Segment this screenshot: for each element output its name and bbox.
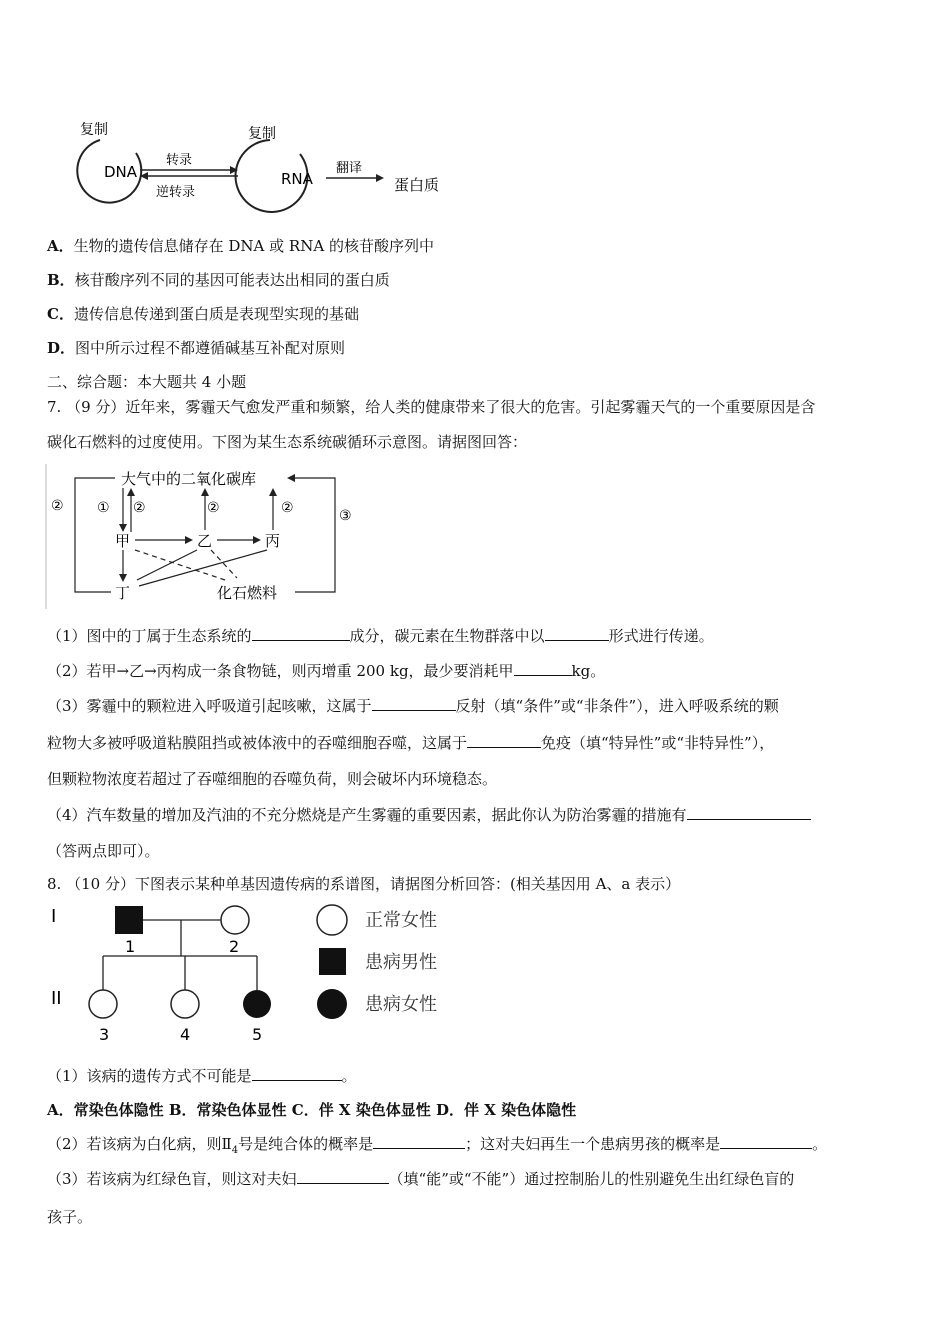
legend-normal-female-label: 正常女性 — [365, 910, 437, 931]
individual-1-number: 1 — [125, 937, 136, 956]
q6-option-d — [47, 338, 345, 358]
loop-3-arrowhead — [287, 474, 295, 482]
carbon-cycle-diagram — [45, 464, 365, 609]
q8-sub1-a: （1）该病的遗传方式不可能是 — [47, 1067, 252, 1085]
individual-2-number: 2 — [229, 937, 240, 956]
fossil-fuel-label: 化石燃料 — [217, 584, 278, 602]
generation-2-label: II — [51, 988, 62, 1009]
arrow-bing-ding — [139, 550, 267, 586]
jia-label: 甲 — [115, 532, 131, 550]
q7-sub1-a: （1）图中的丁属于生态系统的 — [47, 627, 252, 645]
q7-stem-line2: 碳化石燃料的过度使用。下图为某生态系统碳循环示意图。请据图回答： — [47, 433, 528, 451]
affected-female-5 — [243, 990, 271, 1018]
ding-label: 丁 — [115, 584, 131, 602]
circle-3: ③ — [339, 508, 352, 524]
circle-2-c: ② — [281, 500, 294, 516]
legend-affected-female-label: 患病女性 — [365, 994, 437, 1015]
normal-female-2 — [221, 906, 249, 934]
q8-sub1-b: 。 — [341, 1067, 357, 1085]
q7-sub3-line1 — [47, 696, 779, 716]
answer-blank[interactable] — [252, 1066, 342, 1081]
q8-sub1 — [47, 1066, 357, 1086]
individual-4-number: 4 — [180, 1025, 191, 1044]
answer-blank[interactable] — [514, 661, 572, 676]
q8-sub2-d: 。 — [812, 1135, 828, 1153]
q7-sub1-b: 成分，碳元素在生物群落中以 — [349, 627, 545, 645]
q8-sub3-line1 — [47, 1169, 794, 1189]
loop-2-line — [75, 478, 115, 592]
option-label: A． — [47, 237, 74, 255]
dna-label: DNA — [104, 163, 138, 181]
arrow-2-head — [127, 488, 135, 496]
replication-label-1: 复制 — [80, 122, 108, 138]
legend-normal-female-symbol — [317, 905, 347, 935]
rna-label: RNA — [281, 170, 313, 188]
q7-sub4-a: （4）汽车数量的增加及汽油的不充分燃烧是产生雾霾的重要因素，据此你认为防治雾霾的措施有 — [47, 806, 687, 824]
q8-stem-text: 下图表示某种单基因遗传病的系谱图，请据图分析回答：(相关基因用 A、a 表示） — [134, 875, 681, 893]
section2-title: 二、综合题：本大题共 4 小题 — [47, 373, 247, 391]
q7-sub3-a: （3）雾霾中的颗粒进入呼吸道引起咳嗽，这属于 — [47, 697, 372, 715]
q7-sub3-b: 反射（填“条件”或“非条件”），进入呼吸系统的颗 — [455, 697, 779, 715]
co2-pool-label: 大气中的二氧化碳库 — [121, 470, 257, 488]
loop-3-line — [293, 478, 335, 592]
circle-2-b: ② — [207, 500, 220, 516]
q6-option-b — [47, 270, 390, 290]
q7-score: （9 分） — [66, 398, 126, 416]
arrow-1-head — [119, 524, 127, 532]
protein-label: 蛋白质 — [394, 176, 440, 194]
answer-blank[interactable] — [252, 626, 350, 641]
q8-sub2-c: ；这对夫妇再生一个患病男孩的概率是 — [465, 1135, 721, 1153]
answer-blank[interactable] — [720, 1134, 812, 1149]
arrow-jia-ding-head — [119, 574, 127, 582]
q7-sub2-b: kg。 — [571, 662, 606, 680]
q8-sub2-a: （2）若该病为白化病，则Ⅱ — [47, 1135, 232, 1153]
q7-stem-text: 近年来，雾霾天气愈发严重和频繁，给人类的健康带来了很大的危害。引起雾霾天气的一个重要原因是含 — [125, 398, 816, 416]
generation-1-label: I — [51, 906, 57, 927]
normal-female-3 — [89, 990, 117, 1018]
reverse-transcription-label: 逆转录 — [156, 185, 196, 200]
subscript-4: 4 — [231, 1145, 239, 1156]
answer-blank[interactable] — [687, 805, 811, 820]
q7-number: 7. — [47, 398, 62, 416]
q7-sub4-line2: （答两点即可）。 — [47, 842, 160, 860]
individual-5-number: 5 — [252, 1025, 263, 1044]
q7-sub3-line2 — [47, 733, 774, 753]
q8-sub3-line2: 孩子。 — [47, 1208, 93, 1226]
option-text: 核苷酸序列不同的基因可能表达出相同的蛋白质 — [74, 271, 390, 289]
normal-female-4 — [171, 990, 199, 1018]
q7-sub1 — [47, 626, 714, 646]
q8-options: A．常染色体隐性 B．常染色体显性 C．伴 X 染色体显性 D．伴 X 染色体隐性 — [47, 1101, 577, 1119]
answer-blank[interactable] — [467, 733, 541, 748]
arrow-jia-yi-head — [185, 536, 193, 544]
circle-2-a: ② — [133, 500, 146, 516]
legend-affected-male-symbol — [319, 948, 346, 975]
central-dogma-figure — [60, 118, 460, 218]
option-text: 遗传信息传递到蛋白质是表现型实现的基础 — [73, 305, 359, 323]
q8-sub3-b: （填“能”或“不能”）通过控制胎儿的性别避免生出红绿色盲的 — [388, 1170, 795, 1188]
option-text: 图中所示过程不都遵循碱基互补配对原则 — [75, 339, 346, 357]
circle-2-left: ② — [51, 498, 64, 514]
q7-sub3-d: 免疫（填“特异性”或“非特异性”）， — [541, 734, 775, 752]
option-label: B． — [47, 271, 75, 289]
q7-sub2-a: （2）若甲→乙→丙构成一条食物链，则丙增重 200 kg，最少要消耗甲 — [47, 662, 514, 680]
individual-3-number: 3 — [99, 1025, 110, 1044]
arrow-yi-bing-head — [253, 536, 261, 544]
q8-sub3-a: （3）若该病为红绿色盲，则这对夫妇 — [47, 1170, 297, 1188]
yi-label: 乙 — [197, 532, 213, 550]
q6-option-c — [47, 304, 359, 324]
q7-sub1-c: 形式进行传递。 — [608, 627, 714, 645]
q6-option-a — [47, 236, 434, 256]
option-label: D． — [47, 339, 76, 357]
q7-stem-line1 — [47, 397, 815, 417]
bing-label: 丙 — [265, 532, 281, 550]
q8-number: 8. — [47, 875, 62, 893]
transcription-label: 转录 — [166, 153, 193, 168]
q8-score: （10 分） — [66, 875, 135, 893]
q8-sub2-b: 号是纯合体的概率是 — [238, 1135, 374, 1153]
legend-affected-male-label: 患病男性 — [365, 952, 437, 973]
arrow-yi-up-head — [201, 488, 209, 496]
q7-sub3-line3: 但颗粒物浓度若超过了吞噬细胞的吞噬负荷，则会破坏内环境稳态。 — [47, 770, 498, 788]
translation-label: 翻译 — [336, 161, 363, 176]
q8-stem — [47, 874, 680, 894]
circle-1: ① — [97, 500, 110, 516]
q7-sub4-line1 — [47, 805, 811, 825]
option-text: 生物的遗传信息储存在 DNA 或 RNA 的核苷酸序列中 — [73, 237, 434, 255]
option-label: C． — [47, 305, 74, 323]
q7-sub2 — [47, 661, 605, 681]
replication-label-2: 复制 — [248, 126, 276, 142]
answer-blank[interactable] — [372, 696, 456, 711]
dash-yi-fuel — [211, 550, 237, 578]
legend-affected-female-symbol — [317, 989, 347, 1019]
arrow-yi-ding — [137, 550, 197, 580]
affected-male-1 — [115, 906, 143, 934]
pedigree-chart — [45, 898, 465, 1050]
answer-blank[interactable] — [545, 626, 609, 641]
answer-blank[interactable] — [373, 1134, 465, 1149]
arrow-bing-up-head — [269, 488, 277, 496]
answer-blank[interactable] — [297, 1169, 389, 1184]
q7-sub3-c: 粒物大多被呼吸道粘膜阻挡或被体液中的吞噬细胞吞噬，这属于 — [47, 734, 468, 752]
translation-arrowhead — [376, 174, 384, 182]
q8-sub2 — [47, 1134, 827, 1161]
